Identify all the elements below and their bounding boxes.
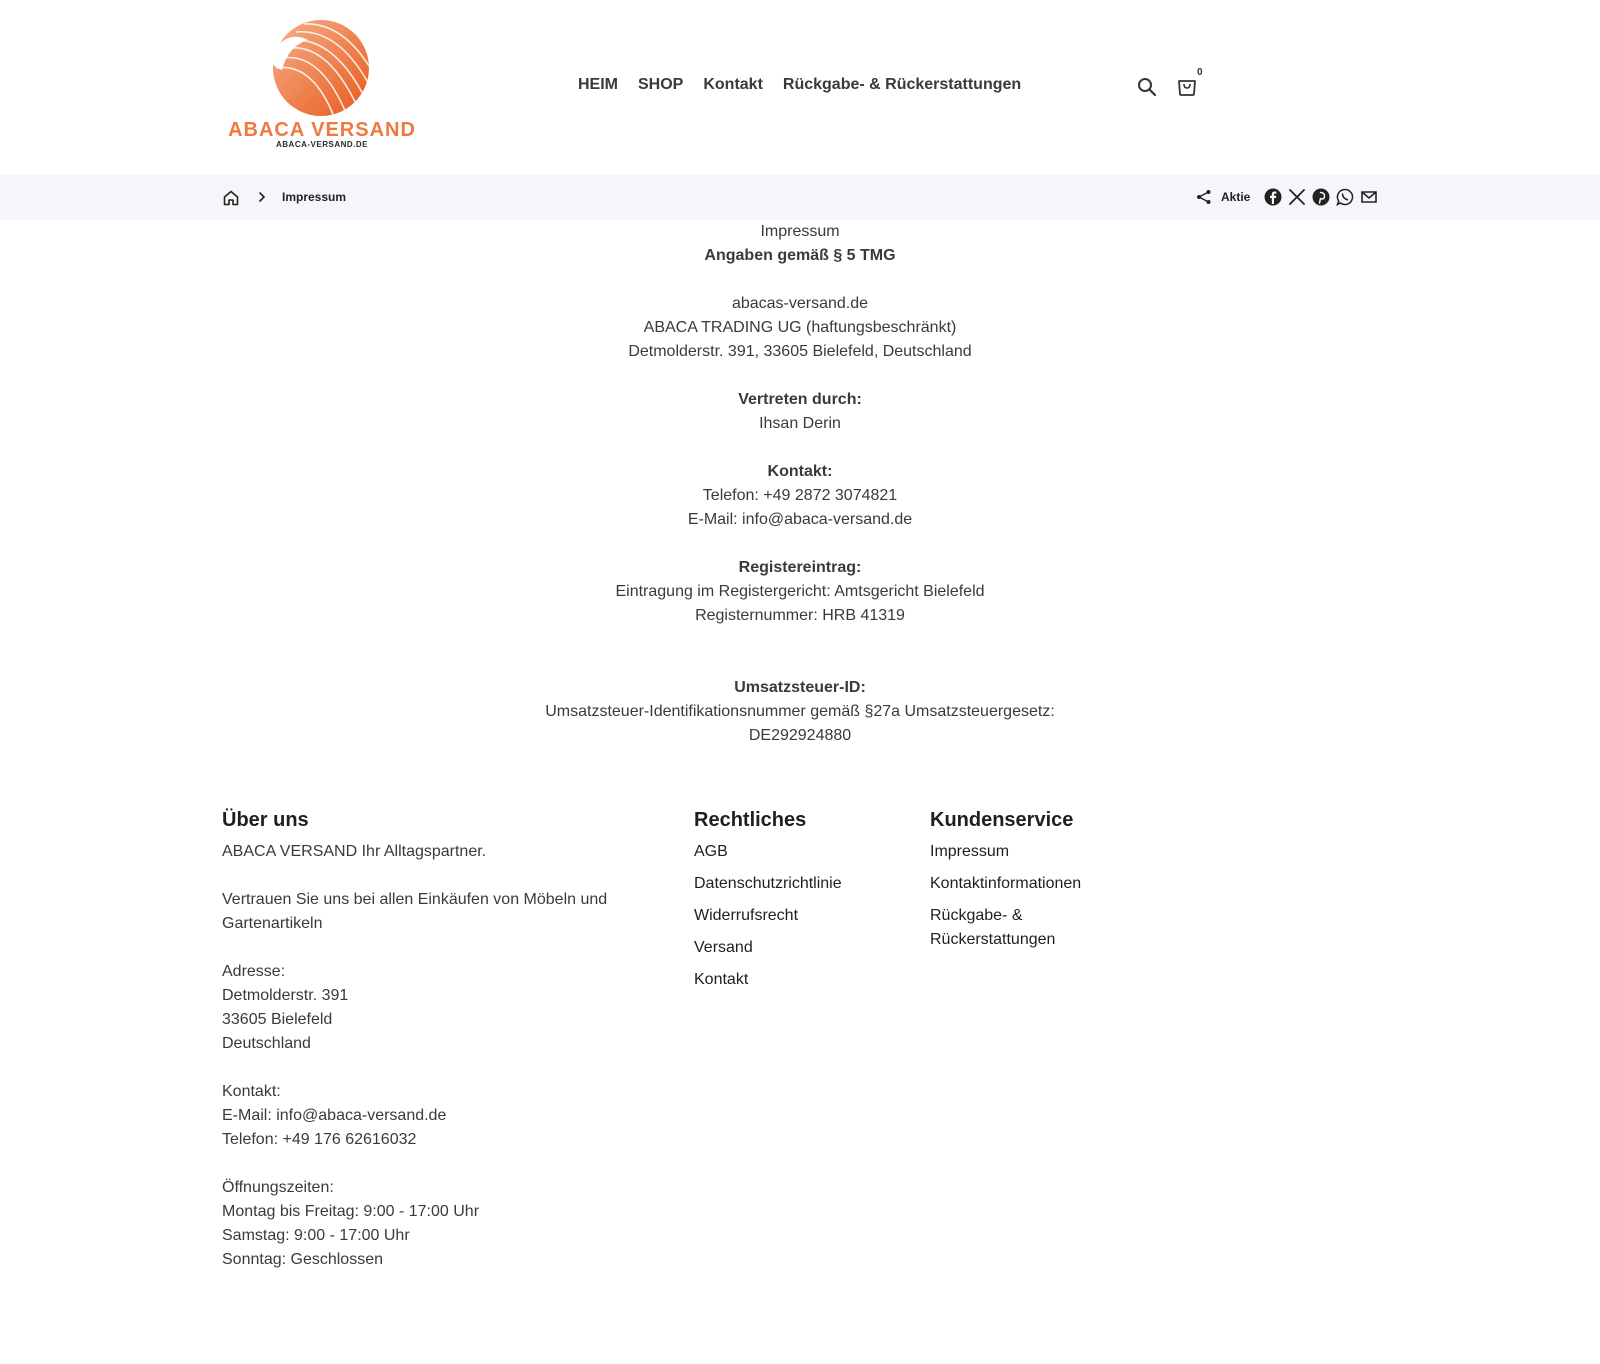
page-title: Impressum — [760, 223, 840, 240]
footer-about-title: Über uns — [222, 809, 309, 831]
share-label[interactable]: Aktie — [1221, 190, 1251, 204]
footer-link-contact-info[interactable]: Kontaktinformationen — [930, 875, 1082, 892]
company-name: ABACA TRADING UG (haftungsbeschränkt) — [643, 319, 957, 336]
vat-number: DE292924880 — [748, 727, 852, 744]
address-country: Deutschland — [222, 1035, 311, 1052]
share-icon[interactable] — [1195, 188, 1213, 206]
footer-link-contact[interactable]: Kontakt — [694, 971, 749, 988]
represented-name: Ihsan Derin — [759, 415, 841, 432]
nav-item-kontakt[interactable]: Kontakt — [703, 76, 763, 93]
company-address: Detmolderstr. 391, 33605 Bielefeld, Deutschland — [628, 343, 972, 360]
footer-contact-label: Kontakt: — [222, 1083, 281, 1100]
footer-link-agb[interactable]: AGB — [694, 843, 728, 860]
search-icon[interactable] — [1135, 75, 1159, 99]
mail-icon[interactable] — [1359, 187, 1379, 207]
represented-label: Vertreten durch: — [738, 391, 862, 408]
nav-item-shop[interactable]: SHOP — [638, 76, 684, 93]
about-line1: ABACA VERSAND Ihr Alltagspartner. — [222, 843, 487, 860]
contact-label: Kontakt: — [767, 463, 833, 480]
footer-legal — [694, 808, 914, 1000]
contact-phone: Telefon: +49 2872 3074821 — [702, 487, 898, 504]
chevron-right-icon — [255, 190, 269, 204]
about-line2: Vertrauen Sie uns bei allen Einkäufen von Möbeln und Gartenartikeln — [222, 891, 608, 932]
main-nav — [578, 76, 1021, 94]
hours-weekdays: Montag bis Freitag: 9:00 - 17:00 Uhr — [222, 1203, 480, 1220]
logo-subtitle: ABACA-VERSAND.DE — [275, 140, 368, 149]
register-number: Registernummer: HRB 41319 — [695, 607, 905, 624]
footer-email: E-Mail: info@abaca-versand.de — [222, 1107, 447, 1124]
footer-link-privacy[interactable]: Datenschutzrichtlinie — [694, 875, 842, 892]
logo-name: ABACA VERSAND — [228, 119, 416, 141]
breadcrumb-current: Impressum — [282, 190, 347, 204]
address-label: Adresse: — [222, 963, 286, 980]
footer-about — [222, 808, 642, 1272]
footer-link-impressum[interactable]: Impressum — [930, 843, 1010, 860]
logo[interactable] — [224, 18, 420, 154]
pinterest-icon[interactable] — [1311, 187, 1331, 207]
footer-legal-title: Rechtliches — [694, 809, 807, 831]
nav-item-heim[interactable]: HEIM — [578, 76, 618, 93]
footer-service — [930, 808, 1130, 960]
hours-label: Öffnungszeiten: — [222, 1179, 334, 1196]
hours-saturday: Samstag: 9:00 - 17:00 Uhr — [222, 1227, 410, 1244]
impressum-content — [500, 220, 1100, 748]
home-icon[interactable] — [222, 189, 240, 207]
nav-item-returns[interactable]: Rückgabe- & Rückerstattungen — [782, 76, 1022, 93]
register-court: Eintragung im Registergericht: Amtsgericht Bielefeld — [615, 583, 985, 600]
address-street: Detmolderstr. 391 — [222, 987, 349, 1004]
footer-link-withdrawal[interactable]: Widerrufsrecht — [694, 907, 799, 924]
footer-link-shipping[interactable]: Versand — [694, 939, 753, 956]
site-header — [0, 0, 1600, 175]
cart-count-badge: 0 — [1197, 67, 1203, 78]
cart-icon[interactable] — [1175, 74, 1199, 98]
vat-label: Umsatzsteuer-ID: — [734, 679, 866, 696]
footer-service-title: Kundenservice — [930, 809, 1074, 831]
register-label: Registereintrag: — [738, 559, 862, 576]
logo-sphere-icon — [268, 18, 374, 118]
contact-email: E-Mail: info@abaca-versand.de — [687, 511, 913, 528]
footer-phone: Telefon: +49 176 62616032 — [222, 1131, 417, 1148]
vat-text: Umsatzsteuer-Identifikationsnummer gemäß §27a Umsatzsteuergesetz: — [545, 703, 1055, 720]
hours-sunday: Sonntag: Geschlossen — [222, 1251, 383, 1268]
facebook-icon[interactable] — [1263, 187, 1283, 207]
x-icon[interactable] — [1287, 187, 1307, 207]
address-city: 33605 Bielefeld — [222, 1011, 333, 1028]
footer-link-returns[interactable]: Rückgabe- & Rückerstattungen — [930, 907, 1056, 948]
section-heading: Angaben gemäß § 5 TMG — [704, 247, 896, 264]
whatsapp-icon[interactable] — [1335, 187, 1355, 207]
breadcrumb-bar — [0, 175, 1600, 220]
site-domain: abacas-versand.de — [731, 295, 869, 312]
